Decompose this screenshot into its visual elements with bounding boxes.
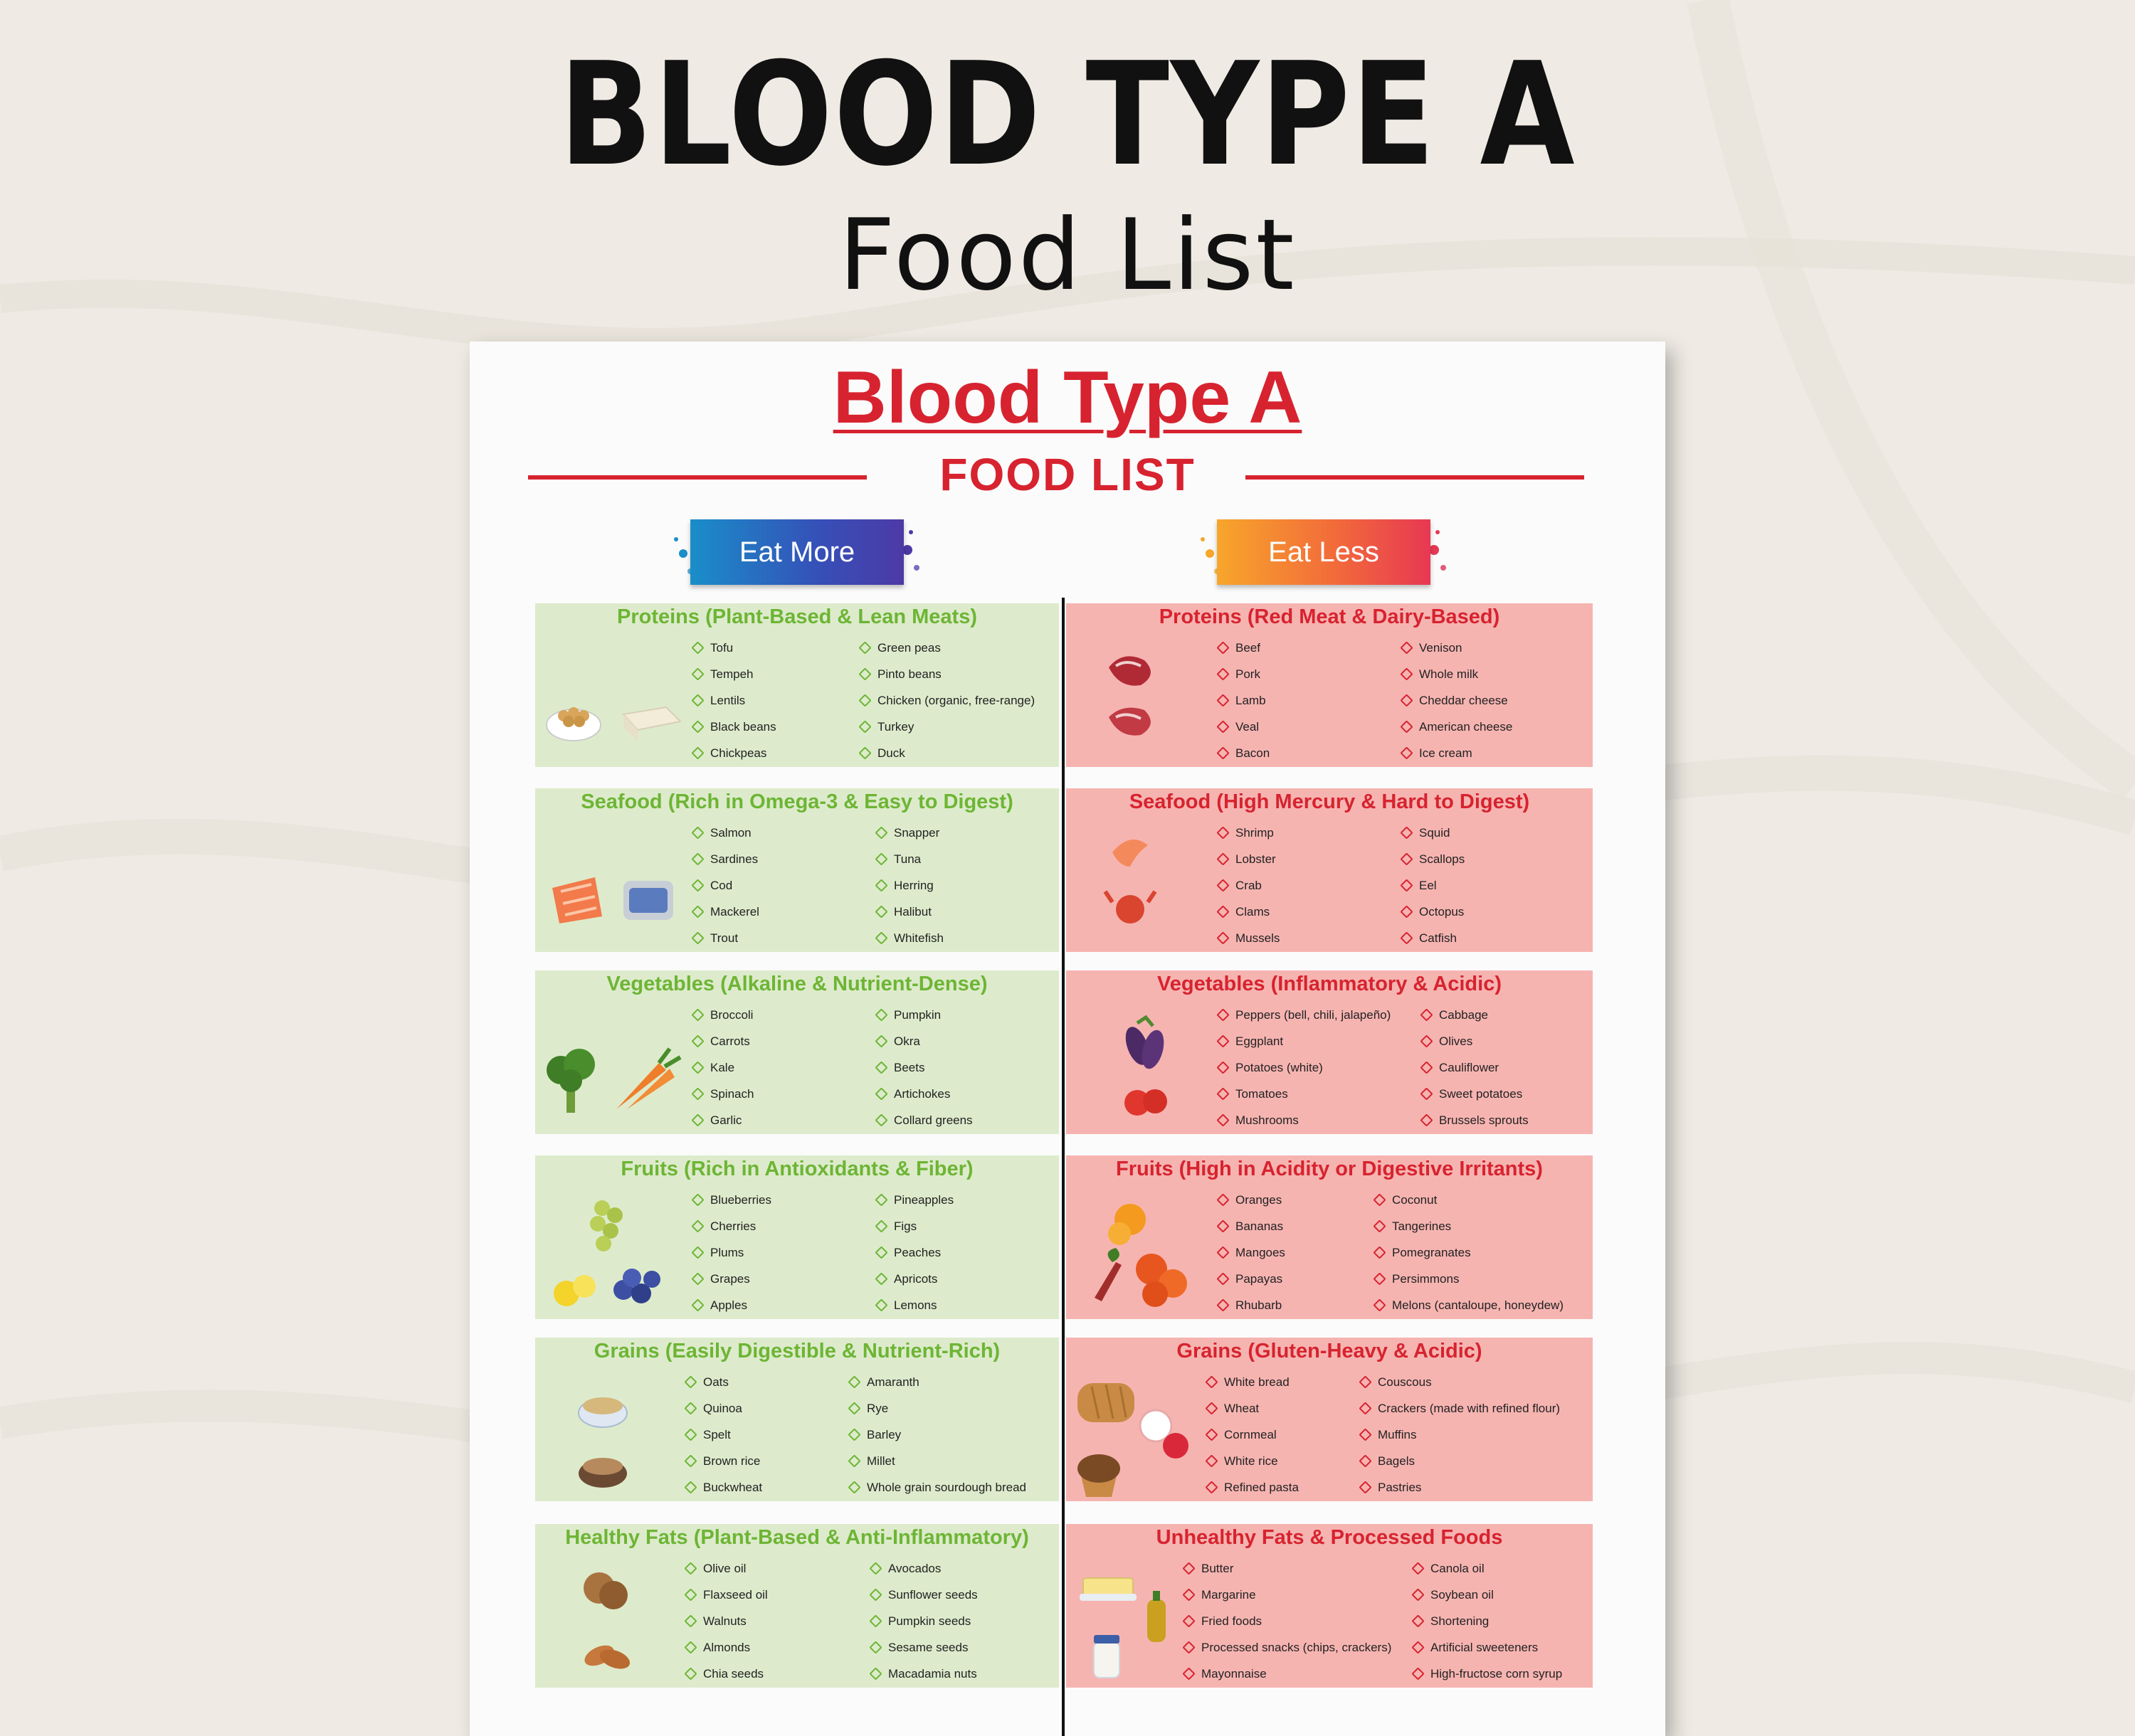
list-item: Veal bbox=[1217, 714, 1270, 740]
red-meat-icon bbox=[1102, 646, 1173, 746]
eat-less-badge bbox=[1217, 519, 1430, 585]
eat-more-label: Eat More bbox=[739, 536, 855, 568]
item-list-col1 bbox=[1217, 1187, 1285, 1318]
shrimp-crab-icon bbox=[1102, 824, 1173, 931]
eat-more-vegetables bbox=[535, 970, 1059, 1134]
list-item: Kale bbox=[692, 1054, 754, 1081]
eat-less-seafood bbox=[1066, 788, 1593, 952]
list-item: Cheddar cheese bbox=[1401, 687, 1512, 714]
list-item: Grapes bbox=[692, 1266, 771, 1292]
tofu-chickpeas-icon bbox=[545, 686, 687, 750]
list-item: Millet bbox=[848, 1448, 1026, 1474]
list-item: Halibut bbox=[875, 899, 944, 925]
section-title: Fruits (High in Acidity or Digestive Irritants) bbox=[1116, 1158, 1543, 1180]
list-item: Cabbage bbox=[1420, 1002, 1529, 1028]
list-item: Cornmeal bbox=[1206, 1422, 1299, 1448]
list-item: Wheat bbox=[1206, 1395, 1299, 1422]
list-item: Eel bbox=[1401, 872, 1465, 899]
list-item: Snapper bbox=[875, 820, 944, 846]
list-item: Chia seeds bbox=[685, 1661, 768, 1687]
list-item: Rhubarb bbox=[1217, 1292, 1285, 1318]
list-item: Tangerines bbox=[1374, 1213, 1564, 1239]
list-item: Crackers (made with refined flour) bbox=[1359, 1395, 1560, 1422]
list-item: Salmon bbox=[692, 820, 759, 846]
list-item: Olives bbox=[1420, 1028, 1529, 1054]
list-item: Persimmons bbox=[1374, 1266, 1564, 1292]
eat-more-seafood bbox=[535, 788, 1059, 952]
column-divider bbox=[1062, 598, 1065, 1736]
list-item: Bagels bbox=[1359, 1448, 1560, 1474]
eat-more-healthy-fats bbox=[535, 1524, 1059, 1688]
section-title: Seafood (High Mercury & Hard to Digest) bbox=[1129, 790, 1530, 813]
section-title: Vegetables (Inflammatory & Acidic) bbox=[1156, 973, 1502, 995]
bread-muffin-icon bbox=[1070, 1369, 1206, 1497]
eat-more-fruits bbox=[535, 1155, 1059, 1319]
list-item: Chicken (organic, free-range) bbox=[859, 687, 1035, 714]
eat-less-label: Eat Less bbox=[1268, 536, 1379, 568]
item-list-col2 bbox=[859, 635, 1035, 766]
list-item: Oranges bbox=[1217, 1187, 1285, 1213]
list-item: Black beans bbox=[692, 714, 776, 740]
list-item: Flaxseed oil bbox=[685, 1582, 768, 1608]
item-list-col2 bbox=[848, 1369, 1026, 1501]
list-item: Amaranth bbox=[848, 1369, 1026, 1395]
title-rule-right bbox=[1245, 475, 1584, 480]
broccoli-carrot-icon bbox=[545, 1042, 687, 1120]
list-item: Clams bbox=[1217, 899, 1280, 925]
list-item: Avocados bbox=[870, 1555, 978, 1582]
list-item: Tuna bbox=[875, 846, 944, 872]
list-item: Garlic bbox=[692, 1107, 754, 1133]
list-item: Barley bbox=[848, 1422, 1026, 1448]
list-item: Scallops bbox=[1401, 846, 1465, 872]
list-item: Broccoli bbox=[692, 1002, 754, 1028]
list-item: Sardines bbox=[692, 846, 759, 872]
list-item: Apples bbox=[692, 1292, 771, 1318]
list-item: Venison bbox=[1401, 635, 1512, 661]
item-list-col2 bbox=[1401, 820, 1465, 951]
item-list-col2 bbox=[1359, 1369, 1560, 1501]
list-item: Apricots bbox=[875, 1266, 954, 1292]
eggplant-tomato-icon bbox=[1116, 1010, 1187, 1124]
list-item: Walnuts bbox=[685, 1608, 768, 1634]
item-list-col2 bbox=[875, 820, 944, 951]
item-list-col2 bbox=[875, 1002, 973, 1133]
item-list-col1 bbox=[685, 1369, 762, 1501]
list-item: Turkey bbox=[859, 714, 1035, 740]
list-item: Lamb bbox=[1217, 687, 1270, 714]
grapes-blueberries-icon bbox=[545, 1187, 687, 1315]
list-item: Pomegranates bbox=[1374, 1239, 1564, 1266]
list-item: Peaches bbox=[875, 1239, 954, 1266]
list-item: Buckwheat bbox=[685, 1474, 762, 1501]
list-item: Canola oil bbox=[1412, 1555, 1562, 1582]
eat-more-proteins bbox=[535, 603, 1059, 767]
list-item: Brown rice bbox=[685, 1448, 762, 1474]
eat-less-vegetables bbox=[1066, 970, 1593, 1134]
list-item: Green peas bbox=[859, 635, 1035, 661]
section-title: Seafood (Rich in Omega-3 & Easy to Digest) bbox=[581, 790, 1013, 813]
walnut-almond-icon bbox=[571, 1560, 656, 1681]
list-item: Mackerel bbox=[692, 899, 759, 925]
list-item: Cod bbox=[692, 872, 759, 899]
list-item: Crab bbox=[1217, 872, 1280, 899]
list-item: Sweet potatoes bbox=[1420, 1081, 1529, 1107]
item-list-col1 bbox=[1217, 635, 1270, 766]
list-item: Macadamia nuts bbox=[870, 1661, 978, 1687]
orange-persimmon-icon bbox=[1080, 1191, 1208, 1312]
list-item: Figs bbox=[875, 1213, 954, 1239]
list-item: Rye bbox=[848, 1395, 1026, 1422]
salmon-sardines-icon bbox=[545, 859, 687, 931]
list-item: Almonds bbox=[685, 1634, 768, 1661]
poster-subtitle: FOOD LIST bbox=[939, 449, 1196, 500]
list-item: Herring bbox=[875, 872, 944, 899]
item-list-col1 bbox=[692, 635, 776, 766]
poster-title: Blood Type A bbox=[833, 356, 1302, 439]
list-item: Potatoes (white) bbox=[1217, 1054, 1391, 1081]
item-list-col1 bbox=[1183, 1555, 1391, 1687]
item-list-col2 bbox=[1374, 1187, 1564, 1318]
list-item: Coconut bbox=[1374, 1187, 1564, 1213]
list-item: Beef bbox=[1217, 635, 1270, 661]
list-item: Whole milk bbox=[1401, 661, 1512, 687]
list-item: Papayas bbox=[1217, 1266, 1285, 1292]
list-item: Mushrooms bbox=[1217, 1107, 1391, 1133]
main-subtitle: Food List bbox=[838, 198, 1297, 312]
oats-rice-icon bbox=[564, 1377, 649, 1498]
section-title: Vegetables (Alkaline & Nutrient-Dense) bbox=[606, 973, 988, 995]
list-item: Tofu bbox=[692, 635, 776, 661]
section-title: Proteins (Red Meat & Dairy-Based) bbox=[1159, 605, 1500, 628]
list-item: High-fructose corn syrup bbox=[1412, 1661, 1562, 1687]
item-list-col2 bbox=[875, 1187, 954, 1318]
main-title: BLOOD TYPE A bbox=[559, 32, 1576, 198]
eat-less-unhealthy-fats bbox=[1066, 1524, 1593, 1688]
list-item: Pinto beans bbox=[859, 661, 1035, 687]
section-title: Fruits (Rich in Antioxidants & Fiber) bbox=[621, 1158, 974, 1180]
food-list-poster bbox=[470, 342, 1665, 1736]
section-title: Grains (Easily Digestible & Nutrient-Rich) bbox=[594, 1340, 1001, 1362]
list-item: Mangoes bbox=[1217, 1239, 1285, 1266]
list-item: White bread bbox=[1206, 1369, 1299, 1395]
list-item: Octopus bbox=[1401, 899, 1465, 925]
section-title: Proteins (Plant-Based & Lean Meats) bbox=[617, 605, 977, 628]
list-item: Plums bbox=[692, 1239, 771, 1266]
list-item: Processed snacks (chips, crackers) bbox=[1183, 1634, 1391, 1661]
list-item: Mussels bbox=[1217, 925, 1280, 951]
list-item: Soybean oil bbox=[1412, 1582, 1562, 1608]
list-item: Cherries bbox=[692, 1213, 771, 1239]
list-item: Oats bbox=[685, 1369, 762, 1395]
eat-less-grains bbox=[1066, 1338, 1593, 1501]
item-list-col1 bbox=[692, 1187, 771, 1318]
list-item: Brussels sprouts bbox=[1420, 1107, 1529, 1133]
list-item: White rice bbox=[1206, 1448, 1299, 1474]
list-item: Collard greens bbox=[875, 1107, 973, 1133]
list-item: Shortening bbox=[1412, 1608, 1562, 1634]
item-list-col2 bbox=[1401, 635, 1512, 766]
list-item: Butter bbox=[1183, 1555, 1391, 1582]
list-item: Bananas bbox=[1217, 1213, 1285, 1239]
list-item: Margarine bbox=[1183, 1582, 1391, 1608]
list-item: Peppers (bell, chili, jalapeño) bbox=[1217, 1002, 1391, 1028]
list-item: Chickpeas bbox=[692, 740, 776, 766]
list-item: Trout bbox=[692, 925, 759, 951]
list-item: Artichokes bbox=[875, 1081, 973, 1107]
list-item: Whole grain sourdough bread bbox=[848, 1474, 1026, 1501]
list-item: Artificial sweeteners bbox=[1412, 1634, 1562, 1661]
list-item: Lobster bbox=[1217, 846, 1280, 872]
eat-less-proteins bbox=[1066, 603, 1593, 767]
list-item: Duck bbox=[859, 740, 1035, 766]
list-item: Sesame seeds bbox=[870, 1634, 978, 1661]
item-list-col1 bbox=[685, 1555, 768, 1687]
item-list-col2 bbox=[1412, 1555, 1562, 1687]
item-list-col2 bbox=[1420, 1002, 1529, 1133]
item-list-col2 bbox=[870, 1555, 978, 1687]
list-item: Couscous bbox=[1359, 1369, 1560, 1395]
list-item: Pork bbox=[1217, 661, 1270, 687]
list-item: Lemons bbox=[875, 1292, 954, 1318]
item-list-col1 bbox=[1206, 1369, 1299, 1501]
list-item: Beets bbox=[875, 1054, 973, 1081]
list-item: Catfish bbox=[1401, 925, 1465, 951]
list-item: Olive oil bbox=[685, 1555, 768, 1582]
section-title: Healthy Fats (Plant-Based & Anti-Inflammatory) bbox=[565, 1526, 1029, 1549]
item-list-col1 bbox=[1217, 820, 1280, 951]
list-item: Bacon bbox=[1217, 740, 1270, 766]
section-title: Grains (Gluten-Heavy & Acidic) bbox=[1176, 1340, 1482, 1362]
list-item: Eggplant bbox=[1217, 1028, 1391, 1054]
list-item: Pumpkin seeds bbox=[870, 1608, 978, 1634]
list-item: American cheese bbox=[1401, 714, 1512, 740]
item-list-col1 bbox=[1217, 1002, 1391, 1133]
list-item: Ice cream bbox=[1401, 740, 1512, 766]
list-item: Blueberries bbox=[692, 1187, 771, 1213]
list-item: Quinoa bbox=[685, 1395, 762, 1422]
list-item: Okra bbox=[875, 1028, 973, 1054]
eat-less-fruits bbox=[1066, 1155, 1593, 1319]
list-item: Shrimp bbox=[1217, 820, 1280, 846]
list-item: Spelt bbox=[685, 1422, 762, 1448]
section-title: Unhealthy Fats & Processed Foods bbox=[1156, 1526, 1503, 1549]
butter-oil-icon bbox=[1076, 1564, 1190, 1685]
eat-more-badge bbox=[690, 519, 904, 585]
item-list-col1 bbox=[692, 820, 759, 951]
list-item: Refined pasta bbox=[1206, 1474, 1299, 1501]
list-item: Lentils bbox=[692, 687, 776, 714]
list-item: Pumpkin bbox=[875, 1002, 973, 1028]
list-item: Sunflower seeds bbox=[870, 1582, 978, 1608]
list-item: Melons (cantaloupe, honeydew) bbox=[1374, 1292, 1564, 1318]
list-item: Tempeh bbox=[692, 661, 776, 687]
list-item: Whitefish bbox=[875, 925, 944, 951]
list-item: Squid bbox=[1401, 820, 1465, 846]
eat-more-grains bbox=[535, 1338, 1059, 1501]
list-item: Mayonnaise bbox=[1183, 1661, 1391, 1687]
list-item: Spinach bbox=[692, 1081, 754, 1107]
list-item: Tomatoes bbox=[1217, 1081, 1391, 1107]
list-item: Fried foods bbox=[1183, 1608, 1391, 1634]
list-item: Cauliflower bbox=[1420, 1054, 1529, 1081]
item-list-col1 bbox=[692, 1002, 754, 1133]
list-item: Pastries bbox=[1359, 1474, 1560, 1501]
list-item: Pineapples bbox=[875, 1187, 954, 1213]
list-item: Carrots bbox=[692, 1028, 754, 1054]
list-item: Muffins bbox=[1359, 1422, 1560, 1448]
